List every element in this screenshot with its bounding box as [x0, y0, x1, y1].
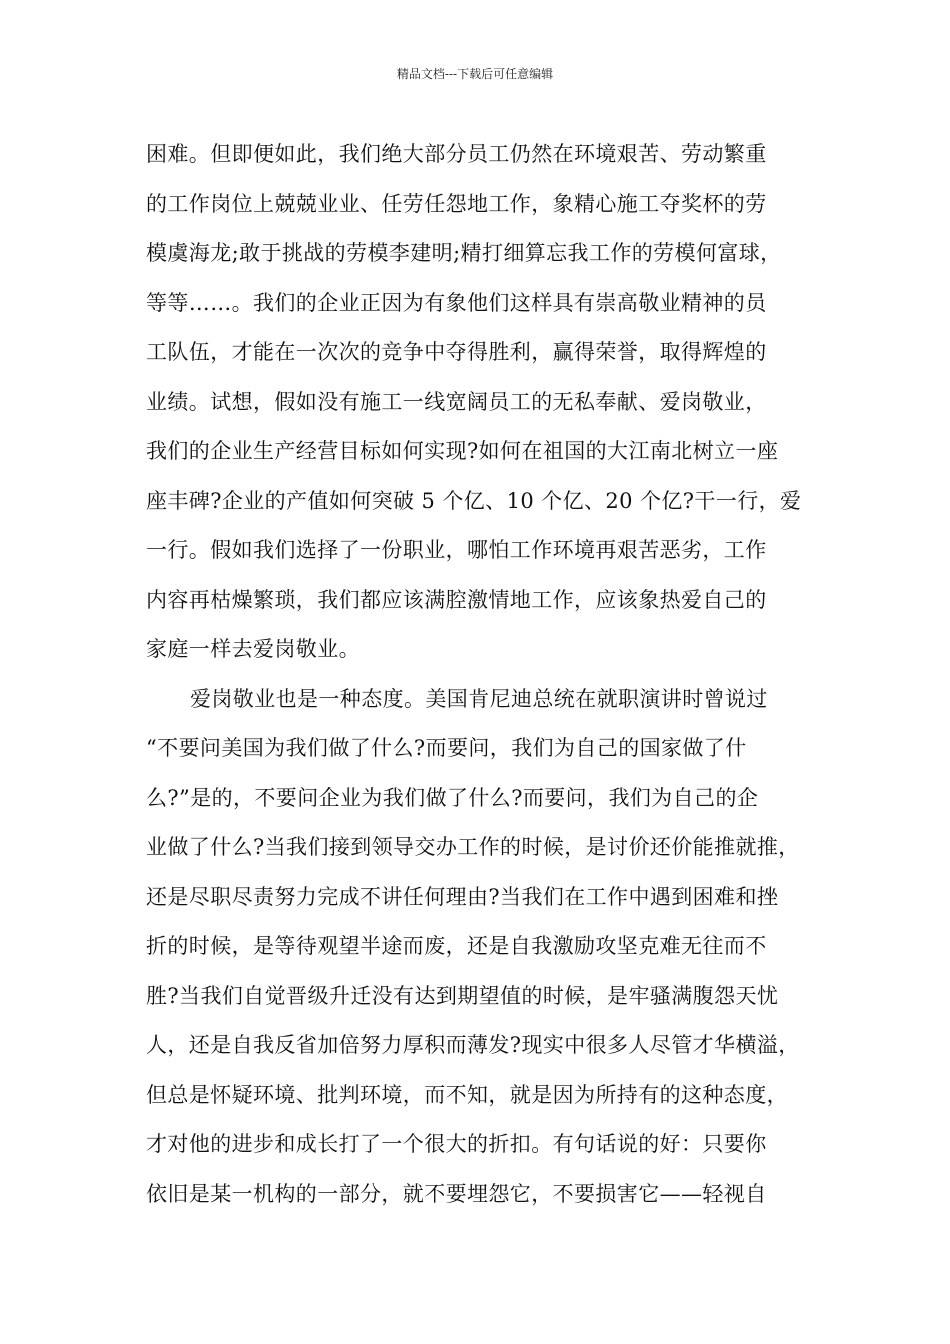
- text-line: 才对他的进步和成长打了一个很大的折扣。有句话说的好：只要你: [146, 1132, 767, 1156]
- text-line: 但总是怀疑环境、批判环境，而不知，就是因为所持有的这种态度，: [146, 1082, 788, 1107]
- text-line: 胜?当我们自觉晋级升迁没有达到期望值的时候，是牢骚满腹怨天忧: [146, 983, 779, 1008]
- text-line: 等等……。我们的企业正因为有象他们这样具有崇高敬业精神的员: [146, 290, 767, 315]
- text-line: 折的时候，是等待观望半途而废，还是自我激励攻坚克难无往而不: [146, 934, 767, 958]
- text-line: 座丰碑?企业的产值如何突破 5 个亿、10 个亿、20 个亿?干一行，爱: [146, 488, 802, 513]
- text-line: 业绩。试想，假如没有施工一线宽阔员工的无私奉献、爱岗敬业，: [146, 389, 767, 414]
- text-line: 依旧是某一机构的一部分，就不要埋怨它，不要损害它——轻视自: [146, 1181, 767, 1206]
- text-line: 一行。假如我们选择了一份职业，哪怕工作环境再艰苦恶劣，工作: [146, 538, 767, 562]
- text-line: 的工作岗位上兢兢业业、任劳任怨地工作，象精心施工夺奖杯的劳: [146, 191, 767, 216]
- text-line: 困难。但即便如此，我们绝大部分员工仍然在环境艰苦、劳动繁重: [146, 142, 767, 166]
- text-line: 内容再枯燥繁琐，我们都应该满腔激情地工作，应该象热爱自己的: [146, 587, 767, 612]
- document-body: [146, 130, 836, 1219]
- text-line: 么?”是的，不要问企业为我们做了什么?而要问，我们为自己的企: [146, 785, 759, 810]
- text-line: 工队伍，才能在一次次的竞争中夺得胜利，赢得荣誉，取得辉煌的: [146, 340, 767, 364]
- page-header: 精品文档---下载后可任意编辑: [396, 67, 554, 81]
- text-line: 模虞海龙;敢于挑战的劳模李建明;精打细算忘我工作的劳模何富球，: [146, 241, 782, 265]
- text-line: “不要问美国为我们做了什么?而要问，我们为自己的国家做了什: [146, 736, 747, 760]
- text-line: 还是尽职尽责努力完成不讲任何理由?当我们在工作中遇到困难和挫: [146, 884, 779, 909]
- text-line: 人，还是自我反省加倍努力厚积而薄发?现实中很多人尽管才华横溢，: [146, 1033, 800, 1057]
- text-line: 业做了什么?当我们接到领导交办工作的时候，是讨价还价能推就推，: [146, 835, 800, 859]
- text-line: 家庭一样去爱岗敬业。: [146, 637, 360, 661]
- text-line: 我们的企业生产经营目标如何实现?如何在祖国的大江南北树立一座: [146, 439, 779, 463]
- paragraph-first-line: 爱岗敬业也是一种态度。美国肯尼迪总统在就职演讲时曾说过: [190, 686, 768, 711]
